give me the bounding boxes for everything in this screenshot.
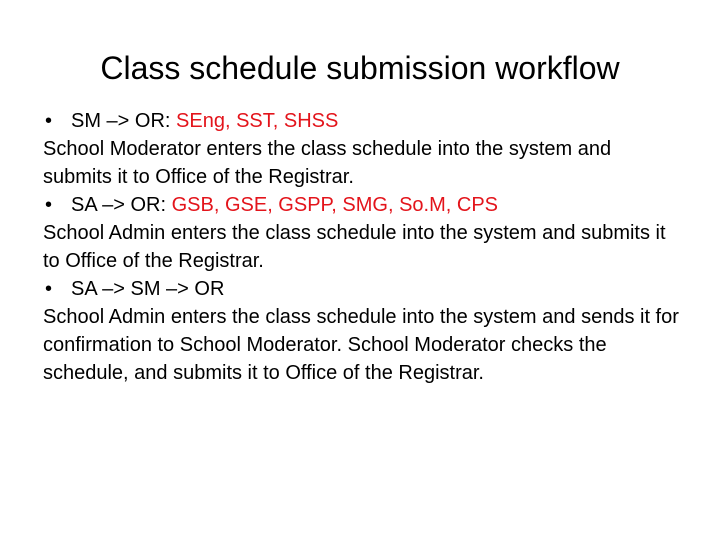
bullet-icon: • [45, 278, 53, 300]
slide-title: Class schedule submission workflow [100, 50, 620, 86]
workflow-schools-highlight: GSB, GSE, GSPP, SMG, So.M, CPS [171, 194, 499, 216]
bullet-icon: • [45, 110, 53, 132]
workflow-item-sa-sm-or [43, 275, 683, 303]
slide-body [43, 107, 683, 387]
workflow-item-sm-or [43, 107, 683, 135]
workflow-description: School Admin enters the class schedule into the system and sends it for confirmation to School Moderator. School Moderator checks the schedule, and submits it to Office of the Registrar. [43, 306, 679, 384]
workflow-schools-highlight: SEng, SST, SHSS [176, 110, 339, 132]
workflow-route-label: SA –> SM –> OR [71, 278, 225, 300]
workflow-route-label: SM –> OR: [71, 110, 177, 132]
workflow-route-label: SA –> OR: [71, 194, 172, 216]
workflow-item-sa-or [43, 191, 683, 219]
workflow-description: School Admin enters the class schedule into the system and submits it to Office of the Registrar. [43, 222, 666, 272]
bullet-icon: • [45, 194, 53, 216]
workflow-description: School Moderator enters the class schedule into the system and submits it to Office of the Registrar. [43, 138, 612, 188]
